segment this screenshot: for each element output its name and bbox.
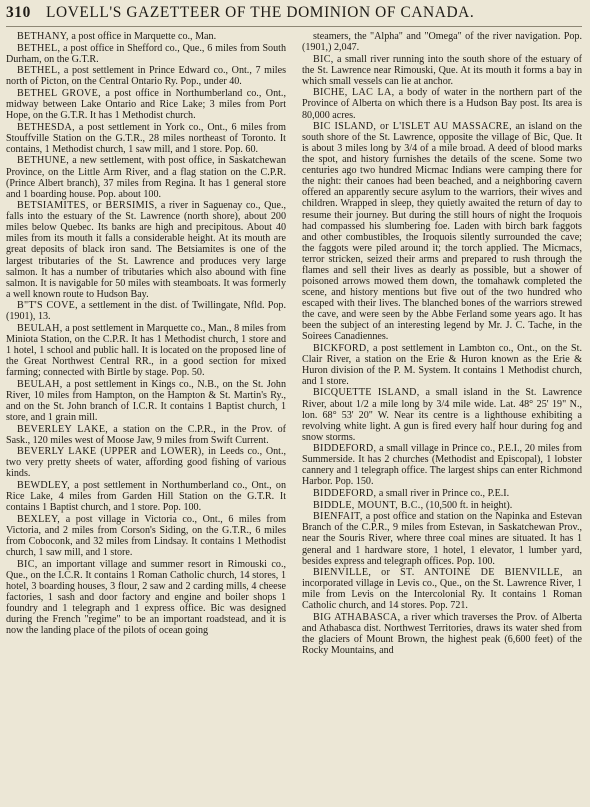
running-title: LOVELL'S GAZETTEER OF THE DOMINION OF CANADA. bbox=[46, 4, 475, 21]
entry-text: a new settlement, with post office, in Saskatchewan Province, on the Little Arm River, and a flag station on the C.P.R. (Prince Albert branch), 37 miles from Regina. It has 1 general store and 1 boarding house. Pop. about 100. bbox=[6, 155, 286, 200]
entry-text: a river in Saguenay co., Que., falls into the estuary of the St. Lawrence (north shore), about 200 miles below Quebec. Its banks are high and precipitous. About 40 miles from its mouth it falls a considerable height. At its mouth are great deposits of black iron sand. The Betsiamites is one of the largest tributaries of the St. Lawrence and produces very large salmon. It has a number of tributaries which also abound with fine salmon. It is navigable for 50 miles with steamboats. It was formerly a well known route to Hudson Bay. bbox=[6, 200, 286, 300]
gazetteer-entry bbox=[6, 480, 286, 513]
gazetteer-entry bbox=[6, 155, 286, 199]
entry-text: a post office in Shefford co., Que., 6 miles from South Durham, on the G.T.R. bbox=[6, 42, 286, 65]
entry-heading: BIC ISLAND, or L'ISLET AU MASSACRE, bbox=[313, 121, 512, 133]
entry-heading: BETHEL, bbox=[17, 42, 61, 54]
entry-text: a station on the C.P.R., in the Prov. of Sask., 120 miles west of Moose Jaw, 9 miles from Swift Current. bbox=[6, 423, 286, 446]
entry-heading: BICHE, LAC LA, bbox=[313, 87, 395, 99]
entry-heading: BICKFORD, bbox=[313, 342, 370, 354]
gazetteer-entry bbox=[302, 500, 582, 511]
entry-text: a small village in Prince co., P.E.I., 20 miles from Summerside. It has 2 churches (Methodist and Episcopal), 1 lobster cannery and 1 telegraph office. The largest ships can enter Richmond Harbor. Pop. 150. bbox=[302, 443, 582, 488]
gazetteer-entry bbox=[6, 65, 286, 87]
entry-heading: B"T'S COVE, bbox=[17, 300, 78, 312]
entry-heading: BEULAH, bbox=[17, 378, 63, 390]
gazetteer-entry bbox=[6, 559, 286, 636]
entry-text: an incorporated village in Levis co., Que., on the St. Lawrence River, 1 mile from Levis on the Intercolonial Ry. It contains 1 Roman Catholic church, and 14 stores. Pop. 721. bbox=[302, 567, 582, 612]
entry-heading: BETSIAMITES, or BERSIMIS, bbox=[17, 200, 158, 212]
gazetteer-entry bbox=[6, 88, 286, 121]
entry-text: a settlement in the dist. of Twillingate, Nfld. Pop. (1901), 13. bbox=[6, 300, 286, 323]
gazetteer-entry bbox=[302, 387, 582, 442]
gazetteer-entry bbox=[302, 31, 582, 53]
page-number: 310 bbox=[6, 4, 31, 21]
entry-heading: BIDDEFORD, bbox=[313, 443, 377, 455]
gazetteer-entry bbox=[302, 121, 582, 342]
gazetteer-entry bbox=[6, 300, 286, 322]
entry-text: a river which traverses the Prov. of Alberta and Athabasca dist. Northwest Territories, draws its water shed from the glaciers of Mount Brown, the highest peak (6,600 feet) of the Rocky Mountains, and bbox=[302, 611, 582, 657]
entry-text: a post settlement in Marquette co., Man., 8 miles from Miniota Station, on the C.P.R. It has 1 Methodist church, 1 store and 1 hotel, 1 school and public hall. It is located on the proposed line of the Great Northwest Central RR., in a good section for mixed farming; connected with Birtle by stage. Pop. 50. bbox=[6, 322, 286, 379]
gazetteer-entry bbox=[302, 54, 582, 87]
text-columns bbox=[6, 31, 582, 807]
entry-text: a body of water in the northern part of the Province of Alberta on which there is a Hudson Bay post. Its area is 80,000 acres. bbox=[302, 87, 582, 121]
entry-text: a post settlement in Northumberland co., Ont., on Rice Lake, 4 miles from Garden Hill Station on the G.T.R. It contains 1 Baptist church, and 1 store. Pop. 100. bbox=[6, 480, 286, 514]
entry-text: a post settlement in Kings co., N.B., on the St. John River, 10 miles from Hampton, on the Hampton & St. Martin's Ry., and on the St. John branch of I.C.R. It contains 1 Baptist church, 1 store, and 1 grain mill. bbox=[6, 378, 286, 423]
entry-text: (10,500 ft. in height). bbox=[423, 499, 513, 511]
entry-text: a post office in Northumberland co., Ont., midway between Lake Ontario and Rice Lake; 3 miles from Port Hope, on the G.T.R. It has 1 Methodist church. bbox=[6, 88, 286, 122]
gazetteer-entry bbox=[302, 488, 582, 499]
gazetteer-entry bbox=[6, 379, 286, 423]
right-column bbox=[302, 31, 582, 807]
entry-heading: BEXLEY, bbox=[17, 513, 61, 525]
entry-heading: BETHUNE, bbox=[17, 155, 70, 167]
entry-heading: BICQUETTE ISLAND, bbox=[313, 387, 420, 399]
gazetteer-entry bbox=[302, 443, 582, 487]
entry-heading: BETHANY, bbox=[17, 31, 69, 42]
entry-heading: BEVERLEY LAKE, bbox=[17, 423, 109, 435]
entry-text: a post village in Victoria co., Ont., 6 miles from Victoria, and 2 miles from Corson's Siding, on the G.T.R., 6 miles from Coboconk, and 32 miles from Lindsay. It contains 1 Methodist church, 1 saw mill, and 1 store. bbox=[6, 513, 286, 558]
entry-heading: BIENVILLE, or ST. ANTOINE DE BIENVILLE, bbox=[313, 567, 563, 579]
entry-text: in Leeds co., Ont., two very pretty sheets of water, affording good fishing of various kinds. bbox=[6, 446, 286, 480]
gazetteer-entry bbox=[302, 567, 582, 611]
gazetteer-entry bbox=[302, 511, 582, 566]
entry-text: a small river running into the south shore of the estuary of the St. Lawrence near Rimouski, Que. At its mouth it forms a bay in which small vessels can lie at anchor. bbox=[302, 53, 582, 87]
gazetteer-entry bbox=[6, 514, 286, 558]
entry-heading: BETHEL, bbox=[17, 65, 61, 77]
entry-text: a post settlement in York co., Ont., 6 miles from Stouffville Station on the G.T.R., 28 miles northeast of Toronto. It contains, 1 Methodist church, 1 saw mill, and 1 store. Pop. 60. bbox=[6, 121, 286, 155]
entry-text: an island on the south shore of the St. Lawrence, opposite the village of Bic, Que. It is about 3 miles long by 3/4 of a mile broad. A deed of blood marks the spot, and history furnishes the details of the scene. Some two centuries ago two hundred Micmac Indians were camping there for the night: their canoes had been beached, and a neighboring cavern offered an apparently secure asylum to the warriors, their wives and children. Wrapped in sleep, they quietly awaited the return of day to resume their journey. But during the still hours of night the Iroquois had compassed his slumbering foe. Laden with birch bark faggots and other combustibles, the Iroquois silently surrounded the cave; the faggots were piled around it; the torch applied. The Micmacs, terror stricken, seized their arms and prepared to rush through the flames and sell their lives as dearly as possible, but a shower of poisoned arrows mowed them down, the tomahawk completed the scene, and history mentions but five out of the two hundred who escaped with their lives. The blanched bones of the warriors strewed the cave, and were seen by the Abbe Ferland some years ago. It has been the subject of an interesting legend by Mr. J. C. Tache, in the Soirees Canadiennes. bbox=[302, 121, 582, 343]
entry-heading: BIC, bbox=[17, 558, 38, 570]
gazetteer-entry bbox=[6, 122, 286, 155]
gazetteer-entry bbox=[302, 87, 582, 120]
entry-heading: BEWDLEY, bbox=[17, 480, 70, 491]
gazetteer-entry bbox=[6, 446, 286, 479]
entry-heading: BEULAH, bbox=[17, 322, 63, 334]
entry-text: a post office in Marquette co., Man. bbox=[68, 31, 217, 42]
gazetteer-entry bbox=[6, 31, 286, 42]
entry-text: a post settlement in Prince Edward co., Ont., 7 miles north of Picton, on the Central Ontario Ry. Pop., under 40. bbox=[6, 65, 286, 88]
entry-heading: BEVERLY LAKE (UPPER and LOWER), bbox=[17, 446, 205, 458]
entry-text: an important village and summer resort in Rimouski co., Que., on the I.C.R. It contains 1 Roman Catholic church, 14 stores, 1 hotel, 3 boarding houses, 3 flour, 2 saw and 2 carding mills, 4 cheese factories, 1 sash and door factory and engine and boiler shops 1 foundry and 1 telegraph and 1 express office. Bic was designed during the French "regime" to be an important roadstead, and it is now the landing place of the pilots of ocean going bbox=[6, 558, 286, 636]
entry-text: a small island in the St. Lawrence River, about 1/2 a mile long by 3/4 mile wide. Lat. 48° 25' 19" N., lon. 68° 53' 20" W. Near its centre is a lighthouse exhibiting a revolving white light. A gun is fired every half hour during fog and snow storms. bbox=[302, 387, 582, 443]
entry-text: a post settlement in Lambton co., Ont., on the St. Clair River, a station on the Erie & Huron known as the Erie & Huron division of the P. M. System. It contains 1 Methodist church, and 1 store. bbox=[302, 342, 582, 387]
gazetteer-entry bbox=[302, 343, 582, 387]
gazetteer-entry bbox=[302, 612, 582, 656]
entry-heading: BIDDEFORD, bbox=[313, 488, 377, 500]
entry-heading: BIG ATHABASCA, bbox=[313, 611, 401, 623]
gazetteer-entry bbox=[6, 424, 286, 446]
entry-heading: BETHEL GROVE, bbox=[17, 88, 101, 100]
entry-heading: BETHESDA, bbox=[17, 121, 75, 133]
entry-text: steamers, the "Alpha" and "Omega" of the river navigation. Pop. (1901,) 2,047. bbox=[302, 31, 582, 54]
entry-text: a post office and station on the Napinka and Estevan Branch of the C.P.R., 9 miles from Estevan, in Saskatchewan Prov., near the Souris River, where three coal mines are situated. It has 1 general and 1 hardware store, 1 hotel, 1 elevator, 1 lumber yard, besides express and telegraph offices. Pop. 100. bbox=[302, 511, 582, 567]
gazetteer-entry bbox=[6, 200, 286, 299]
gazetteer-entry bbox=[6, 323, 286, 378]
gazetteer-entry bbox=[6, 43, 286, 65]
page-header bbox=[6, 4, 582, 27]
entry-text: a small river in Prince co., P.E.I. bbox=[376, 488, 510, 500]
left-column bbox=[6, 31, 286, 807]
entry-heading: BIC, bbox=[313, 53, 334, 65]
entry-heading: BIENFAIT, bbox=[313, 511, 363, 523]
entry-heading: BIDDLE, MOUNT, B.C., bbox=[313, 499, 424, 511]
